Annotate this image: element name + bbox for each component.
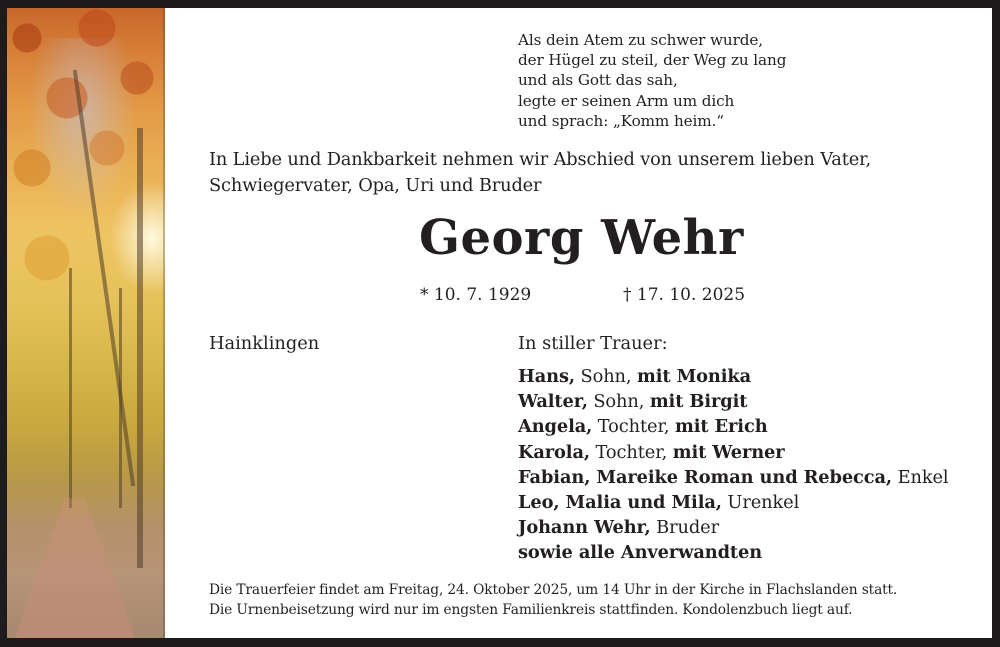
tree-trunk: [69, 268, 72, 508]
mourner-entry: [518, 440, 949, 465]
mourner-name: Leo, Malia und Mila,: [518, 492, 722, 514]
mourner-entry: [518, 465, 949, 490]
poem-line: und als Gott das sah,: [518, 71, 678, 90]
mourner-relation: Bruder: [650, 517, 719, 539]
autumn-forest-photo: [7, 8, 165, 638]
forest-path: [15, 498, 135, 638]
tree-trunk: [119, 288, 122, 508]
mourner-relation: Urenkel: [721, 492, 800, 514]
mourners-list: [518, 364, 949, 566]
intro-line: Schwiegervater, Opa, Uri und Bruder: [209, 174, 542, 196]
mourner-name: sowie alle Anverwandten: [518, 542, 763, 564]
poem-line: legte er seinen Arm um dich: [518, 91, 735, 110]
mourner-relation: Sohn,: [574, 366, 637, 387]
mourner-entry: [518, 414, 949, 439]
birth-star-icon: *: [420, 285, 429, 305]
mourner-name: Hans,: [518, 366, 575, 387]
mourner-entry: [518, 540, 949, 565]
mourner-name: Walter,: [518, 391, 588, 413]
poem-line: und sprach: „Komm heim.“: [518, 111, 724, 130]
mourners-heading: In stiller Trauer:: [518, 333, 668, 354]
mourner-relation: Tochter,: [589, 441, 673, 463]
place-name: Hainklingen: [209, 333, 320, 354]
mourner-relation: Enkel: [892, 466, 949, 488]
death-date: [623, 285, 745, 305]
obituary-notice: [7, 8, 992, 638]
mourner-name: Karola,: [518, 441, 590, 463]
deceased-name: Georg Wehr: [419, 210, 744, 266]
funeral-info-line: Die Trauerfeier findet am Freitag, 24. Oktober 2025, um 14 Uhr in der Kirche in Flachslanden statt.: [209, 582, 898, 598]
mourner-partner: mit Erich: [675, 416, 768, 438]
mourner-name: Angela,: [518, 416, 593, 438]
mourner-name: Fabian, Mareike Roman und Rebecca,: [518, 466, 893, 488]
cross-icon: †: [623, 285, 632, 305]
funeral-info-line: Die Urnenbeisetzung wird nur im engsten Familienkreis stattfinden. Kondolenzbuch liegt auf.: [209, 601, 853, 618]
mourner-partner: mit Monika: [637, 366, 752, 387]
mourner-entry: [518, 389, 949, 414]
death-date-value: 17. 10. 2025: [636, 285, 746, 305]
poem: [518, 30, 786, 131]
mourner-relation: Tochter,: [592, 416, 676, 438]
poem-line: Als dein Atem zu schwer wurde,: [518, 31, 763, 49]
mourner-partner: mit Werner: [672, 441, 785, 463]
mourner-relation: Sohn,: [587, 391, 650, 413]
photo-edge: [163, 8, 165, 638]
birth-date: [420, 285, 531, 305]
mourner-entry: [518, 490, 949, 515]
intro-text: [209, 147, 871, 198]
funeral-info: [209, 581, 897, 620]
intro-line: In Liebe und Dankbarkeit nehmen wir Abschied von unserem lieben Vater,: [209, 149, 871, 170]
tree-trunk: [137, 128, 143, 568]
mourner-name: Johann Wehr,: [518, 517, 651, 539]
birth-date-value: 10. 7. 1929: [433, 285, 532, 305]
mourner-entry: [518, 364, 949, 389]
mourner-partner: mit Birgit: [649, 391, 748, 413]
mourner-entry: [518, 515, 949, 540]
poem-line: der Hügel zu steil, der Weg zu lang: [518, 51, 787, 70]
